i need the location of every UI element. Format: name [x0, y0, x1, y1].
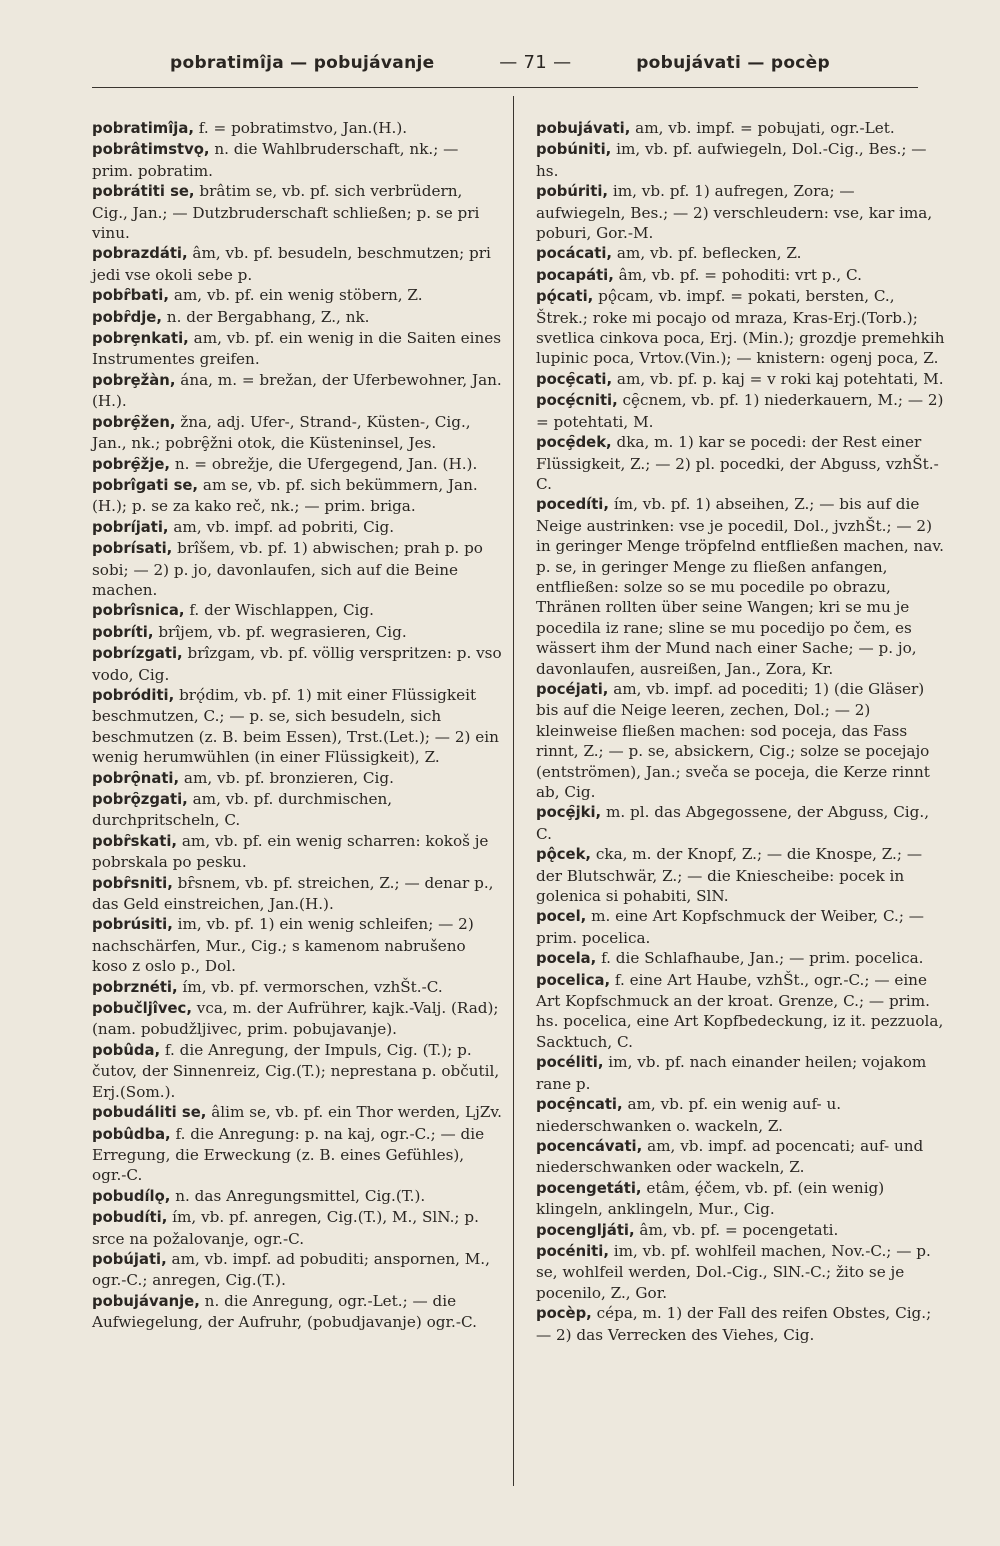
dictionary-entry: [536, 1220, 946, 1241]
dictionary-entry: [92, 454, 502, 475]
entry-definition: ána, m. = brežan, der Uferbewohner, Jan.(H.).: [92, 370, 502, 411]
dictionary-entry: [536, 369, 946, 390]
entry-headword: pocȩ̑ncati,: [536, 1096, 623, 1114]
dictionary-entry: [536, 494, 946, 679]
entry-headword: pobujávanje,: [92, 1292, 200, 1310]
dictionary-entry: [92, 139, 502, 181]
dictionary-entry: [536, 118, 946, 139]
entry-headword: pǫ̂cek,: [536, 846, 592, 864]
entry-headword: pobȓdje,: [92, 308, 162, 326]
dictionary-entry: [92, 998, 502, 1040]
entry-headword: pobrátiti se,: [92, 183, 195, 201]
entry-definition: brǫ́dim, vb. pf. 1) mit einer Flüssigkeit beschmutzen, C.; — p. se, sich besudeln, sich beschmutzen (z. B. beim Essen), Trst.(Let.); — 2) ein wenig herumwühlen (in einer Flüssigkeit), Z.: [92, 685, 499, 767]
header-rule: [92, 87, 918, 88]
entry-headword: pobȓskati,: [92, 832, 178, 850]
dictionary-entry: [92, 768, 502, 789]
header-right-guide-words: pobujávati — pocèp: [636, 53, 830, 73]
entry-headword: pocéliti,: [536, 1054, 604, 1072]
dictionary-entry: [92, 181, 502, 243]
entry-definition: f. eine Art Haube, vzhŠt., ogr.-C.; — eine Art Kopfschmuck an der kroat. Grenze, C.; — prim. hs. pocelica, eine Art Kopfbedeckung, iz it. pezzuola, Sacktuch, C.: [536, 970, 944, 1051]
entry-headword: pocéjati,: [536, 680, 609, 698]
entry-definition: cka, m. der Knopf, Z.; — die Knospe, Z.; — der Blutschwär, Z.; — die Kniescheibe: pocek in golenica si pohabiti, SlN.: [536, 845, 923, 906]
entry-definition: âm, vb. pf. besudeln, beschmutzen; pri jedi vse okoli sebe p.: [92, 244, 491, 284]
left-column: [92, 118, 502, 1333]
dictionary-entry: [536, 243, 946, 264]
entry-headword: pobrȩžàn,: [92, 371, 176, 389]
entry-headword: pocelica,: [536, 971, 611, 989]
dictionary-entry: [92, 412, 502, 454]
entry-headword: pobúriti,: [536, 183, 609, 201]
dictionary-entry: [536, 679, 946, 802]
entry-headword: pobȓsniti,: [92, 874, 173, 892]
entry-definition: am, vb. pf. bronzieren, Cig.: [179, 768, 394, 787]
dictionary-entry: [92, 789, 502, 831]
entry-definition: brîšem, vb. pf. 1) abwischen; prah p. po sobi; — 2) p. jo, davonlaufen, sich auf die Beine machen.: [92, 539, 483, 599]
entry-headword: pobrǫ̑zgati,: [92, 791, 188, 808]
dictionary-entry: [536, 948, 946, 969]
entry-headword: pobrîsnica,: [92, 602, 185, 620]
entry-definition: cȩ̑cnem, vb. pf. 1) niederkauern, M.; — 2) = potehtati, M.: [536, 391, 944, 431]
dictionary-entry: [536, 906, 946, 948]
entry-headword: pobríjati,: [92, 518, 169, 536]
entry-definition: âlim se, vb. pf. ein Thor werden, LjZv.: [206, 1103, 502, 1122]
entry-headword: pobúniti,: [536, 141, 612, 159]
dictionary-entry: [92, 1291, 502, 1333]
dictionary-entry: [92, 831, 502, 873]
entry-definition: ím, vb. pf. 1) abseihen, Z.; — bis auf die Neige austrinken: vse je pocedil, Dol., jvzhŠt.; — 2) in geringer Menge tröpfelnd entfließen machen, nav. p. se, in geringer Menge zu fließen anfangen, entfließen: solze so se mu pocedile po obrazu, Thränen rollten über seine Wangen; kri se mu je pocedila iz rane; sline se mu pocedijo po čem, es wässert ihm der Mund nach einer Sache; — p. jo, davonlaufen, ausreißen, Jan., Zora, Kr.: [536, 495, 944, 678]
entry-definition: ím, vb. pf. vermorschen, vzhŠt.-C.: [177, 977, 443, 996]
entry-headword: pobrúsiti,: [92, 916, 173, 934]
dictionary-entry: [536, 1241, 946, 1303]
entry-definition: vca, m. der Aufrührer, kajk.-Valj. (Rad); (nam. pobudžljivec, prim. pobujavanje).: [92, 999, 499, 1039]
dictionary-entry: [92, 285, 502, 306]
entry-headword: pobríti,: [92, 623, 154, 641]
dictionary-entry: [536, 286, 946, 369]
entry-definition: im, vb. pf. 1) ein wenig schleifen; — 2) nachschärfen, Mur., Cig.; s kamenom nabrušeno koso z oslo p., Dol.: [92, 915, 474, 976]
dictionary-entry: [536, 390, 946, 432]
dictionary-entry: [92, 370, 502, 412]
entry-definition: f. die Anregung, der Impuls, Cig. (T.); p. čutov, der Sinnenreiz, Cig.(T.); neprestana p. občutil, Erj.(Som.).: [92, 1040, 500, 1101]
entry-headword: pobûdba,: [92, 1125, 171, 1143]
dictionary-entry: [536, 1052, 946, 1094]
entry-headword: pobrîgati se,: [92, 476, 199, 494]
entry-definition: am, vb. pf. p. kaj = v roki kaj potehtati, M.: [612, 369, 944, 388]
entry-definition: m. eine Art Kopfschmuck der Weiber, C.; — prim. pocelica.: [536, 907, 924, 947]
dictionary-entry: [536, 181, 946, 243]
entry-headword: pocácati,: [536, 245, 613, 263]
entry-definition: brâtim se, vb. pf. sich verbrüdern, Cig., Jan.; — Dutzbruderschaft schließen; p. se pri vinu.: [92, 182, 480, 243]
entry-headword: pocengetáti,: [536, 1179, 642, 1197]
entry-definition: f. der Wischlappen, Cig.: [184, 601, 374, 620]
entry-headword: pobújati,: [92, 1250, 167, 1268]
entry-definition: m. pl. das Abgegossene, der Abguss, Cig., C.: [536, 803, 930, 843]
entry-headword: pocȩ̑jki,: [536, 804, 602, 822]
entry-headword: pobûda,: [92, 1041, 161, 1059]
entry-definition: am, vb. impf. = pobujati, ogr.-Let.: [630, 119, 895, 137]
dictionary-entry: [92, 517, 502, 538]
dictionary-entry: [536, 970, 946, 1053]
dictionary-entry: [92, 475, 502, 517]
dictionary-entry: [92, 328, 502, 370]
dictionary-entry: [92, 1124, 502, 1186]
entry-headword: pocencávati,: [536, 1137, 643, 1155]
entry-definition: am, vb. impf. ad pocencati; auf- und niederschwanken oder wackeln, Z.: [536, 1136, 924, 1177]
entry-definition: am, vb. impf. ad pocediti; 1) (die Gläser) bis auf die Neige leeren, zechen, Dol.; — 2) kleinweise fließen machen: sod poceja, das Fass rinnt, Z.; — p. se, absickern, Cig.; solze se pocejajo (entströmen), Jan.; sveča se poceja, die Kerze rinnt ab, Cig.: [536, 679, 930, 801]
dictionary-entry: [92, 643, 502, 685]
dictionary-entry: [536, 802, 946, 844]
entry-headword: pocapáti,: [536, 266, 614, 284]
entry-definition: pǫ̂cam, vb. impf. = pokati, bersten, C., Štrek.; roke mi pocajo od mraza, Kras-Erj.(Torb.); svetlica cinkova poca, Erj. (Min.); grozdje premehkih lupinic poca, Vrtov.(Vin.); — knistern: ogenj poca, Z.: [536, 287, 945, 368]
entry-headword: pocȩ̑dek,: [536, 434, 612, 452]
dictionary-entry: [92, 977, 502, 998]
dictionary-entry: [92, 1102, 502, 1123]
entry-headword: pobudílǫ,: [92, 1187, 171, 1205]
entry-definition: n. = obrežje, die Ufergegend, Jan. (H.).: [170, 454, 478, 473]
dictionary-entry: [92, 118, 502, 139]
entry-headword: pocèp,: [536, 1305, 592, 1323]
entry-headword: pobrȩnkati,: [92, 330, 189, 348]
entry-definition: f. = pobratimstvo, Jan.(H.).: [193, 119, 408, 137]
dictionary-entry: [92, 1040, 502, 1102]
dictionary-entry: [92, 1186, 502, 1207]
entry-headword: pobudíti,: [92, 1209, 168, 1227]
entry-definition: am, vb. pf. ein wenig in die Saiten eines Instrumentes greifen.: [92, 329, 502, 369]
entry-definition: ím, vb. pf. anregen, Cig.(T.), M., SlN.; p. srce na požalovanje, ogr.-C.: [92, 1208, 479, 1248]
dictionary-entry: [92, 600, 502, 621]
entry-headword: pobrznéti,: [92, 978, 178, 996]
entry-headword: pobrazdáti,: [92, 245, 188, 263]
entry-definition: am se, vb. pf. sich bekümmern, Jan.(H.); p. se za kako reč, nk.; — prim. briga.: [92, 475, 478, 516]
entry-definition: im, vb. pf. nach einander heilen; vojakom rane p.: [536, 1053, 927, 1093]
entry-headword: pobrȩ̑žje,: [92, 455, 171, 473]
entry-headword: pobrǫ̑nati,: [92, 769, 180, 787]
entry-definition: dka, m. 1) kar se pocedi: der Rest einer Flüssigkeit, Z.; — 2) pl. pocedki, der Abguss, vzhŠt.-C.: [536, 433, 939, 493]
entry-definition: etâm, ȩ́čem, vb. pf. (ein wenig) klingeln, anklingeln, Mur., Cig.: [536, 1178, 885, 1219]
entry-definition: am, vb. pf. ein wenig auf- u. niederschwanken o. wackeln, Z.: [536, 1095, 842, 1135]
dictionary-entry: [92, 243, 502, 285]
dictionary-entry: [536, 1303, 946, 1345]
dictionary-entry: [92, 914, 502, 976]
entry-headword: pobȓbati,: [92, 287, 169, 305]
entry-definition: f. die Anregung: p. na kaj, ogr.-C.; — die Erregung, die Erweckung (z. B. eines Gefühles), ogr.-C.: [92, 1124, 485, 1185]
running-header: [170, 52, 830, 88]
dictionary-entry: [92, 538, 502, 600]
entry-headword: pocéniti,: [536, 1242, 609, 1260]
column-divider: [513, 96, 514, 1486]
header-left-guide-words: pobratimîja — pobujávanje: [170, 53, 435, 73]
entry-headword: pobujávati,: [536, 120, 631, 137]
entry-headword: pocȩ́cniti,: [536, 392, 618, 410]
entry-definition: âm, vb. pf. = pohoditi: vrt p., C.: [613, 265, 862, 284]
entry-definition: im, vb. pf. aufwiegeln, Dol.-Cig., Bes.; — hs.: [536, 140, 927, 180]
entry-headword: pobudáliti se,: [92, 1104, 207, 1122]
entry-definition: im, vb. pf. wohlfeil machen, Nov.-C.; — p. se, wohlfeil werden, Dol.-Cig., SlN.-C.; žito se je pocenilo, Z., Gor.: [536, 1241, 931, 1302]
entry-definition: am, vb. pf. ein wenig scharren: kokoš je pobrskala po pesku.: [92, 831, 489, 872]
entry-definition: bȓsnem, vb. pf. streichen, Z.; — denar p., das Geld einstreichen, Jan.(H.).: [92, 873, 494, 914]
dictionary-entry: [536, 844, 946, 906]
entry-headword: pobróditi,: [92, 686, 175, 704]
dictionary-entry: [92, 307, 502, 328]
dictionary-entry: [536, 139, 946, 181]
entry-definition: cépa, m. 1) der Fall des reifen Obstes, Cig.; — 2) das Verrecken des Viehes, Cig.: [536, 1304, 932, 1344]
dictionary-entry: [92, 1207, 502, 1249]
entry-headword: pobrâtimstvǫ,: [92, 141, 210, 159]
entry-definition: am, vb. impf. ad pobriti, Cig.: [168, 517, 395, 536]
entry-definition: am, vb. impf. ad pobuditi; anspornen, M., ogr.-C.; anregen, Cig.(T.).: [92, 1249, 490, 1290]
entry-headword: pobrízgati,: [92, 645, 183, 663]
entry-headword: pocel,: [536, 908, 587, 926]
entry-headword: pobrísati,: [92, 540, 173, 558]
dictionary-entry: [536, 432, 946, 494]
dictionary-entry: [536, 265, 946, 286]
entry-headword: pobučljîvec,: [92, 1000, 192, 1018]
entry-definition: žna, adj. Ufer-, Strand-, Küsten-, Cig., Jan., nk.; pobrȩ̑žni otok, die Küsteninsel, Jes.: [92, 412, 471, 453]
entry-headword: pocengljáti,: [536, 1221, 635, 1239]
entry-definition: brîjem, vb. pf. wegrasieren, Cig.: [153, 622, 407, 641]
entry-definition: n. die Wahlbruderschaft, nk.; — prim. pobratim.: [92, 140, 459, 180]
entry-headword: pobrȩ̑žen,: [92, 413, 176, 431]
entry-definition: am, vb. pf. beflecken, Z.: [612, 244, 802, 263]
entry-headword: pocedíti,: [536, 496, 609, 514]
entry-definition: âm, vb. pf. = pocengetati.: [634, 1220, 839, 1239]
entry-headword: pǫ́cati,: [536, 288, 594, 306]
entry-definition: n. das Anregungsmittel, Cig.(T.).: [170, 1186, 426, 1205]
entry-definition: im, vb. pf. 1) aufregen, Zora; — aufwiegeln, Bes.; — 2) verschleudern: vse, kar ima, poburi, Gor.-M.: [536, 182, 933, 243]
dictionary-entry: [536, 1178, 946, 1220]
dictionary-entry: [92, 1249, 502, 1291]
right-column: [536, 118, 946, 1345]
entry-definition: f. die Schlafhaube, Jan.; — prim. pocelica.: [596, 949, 924, 968]
page-number: — 71 —: [499, 52, 572, 73]
entry-definition: n. der Bergabhang, Z., nk.: [161, 307, 370, 326]
entry-headword: pobratimîja,: [92, 120, 194, 137]
dictionary-entry: [92, 685, 502, 768]
entry-headword: pocȩ̑cati,: [536, 370, 613, 388]
dictionary-entry: [92, 873, 502, 915]
entry-definition: am, vb. pf. ein wenig stöbern, Z.: [169, 286, 423, 305]
dictionary-entry: [536, 1094, 946, 1136]
entry-definition: n. die Anregung, ogr.-Let.; — die Aufwiegelung, der Aufruhr, (pobudjavanje) ogr.-C.: [92, 1291, 477, 1332]
dictionary-entry: [536, 1136, 946, 1178]
entry-definition: brîzgam, vb. pf. völlig verspritzen: p. vso vodo, Cig.: [92, 644, 502, 684]
dictionary-entry: [92, 622, 502, 643]
entry-headword: pocela,: [536, 950, 597, 968]
entry-definition: am, vb. pf. durchmischen, durchpritscheln, C.: [92, 790, 393, 830]
